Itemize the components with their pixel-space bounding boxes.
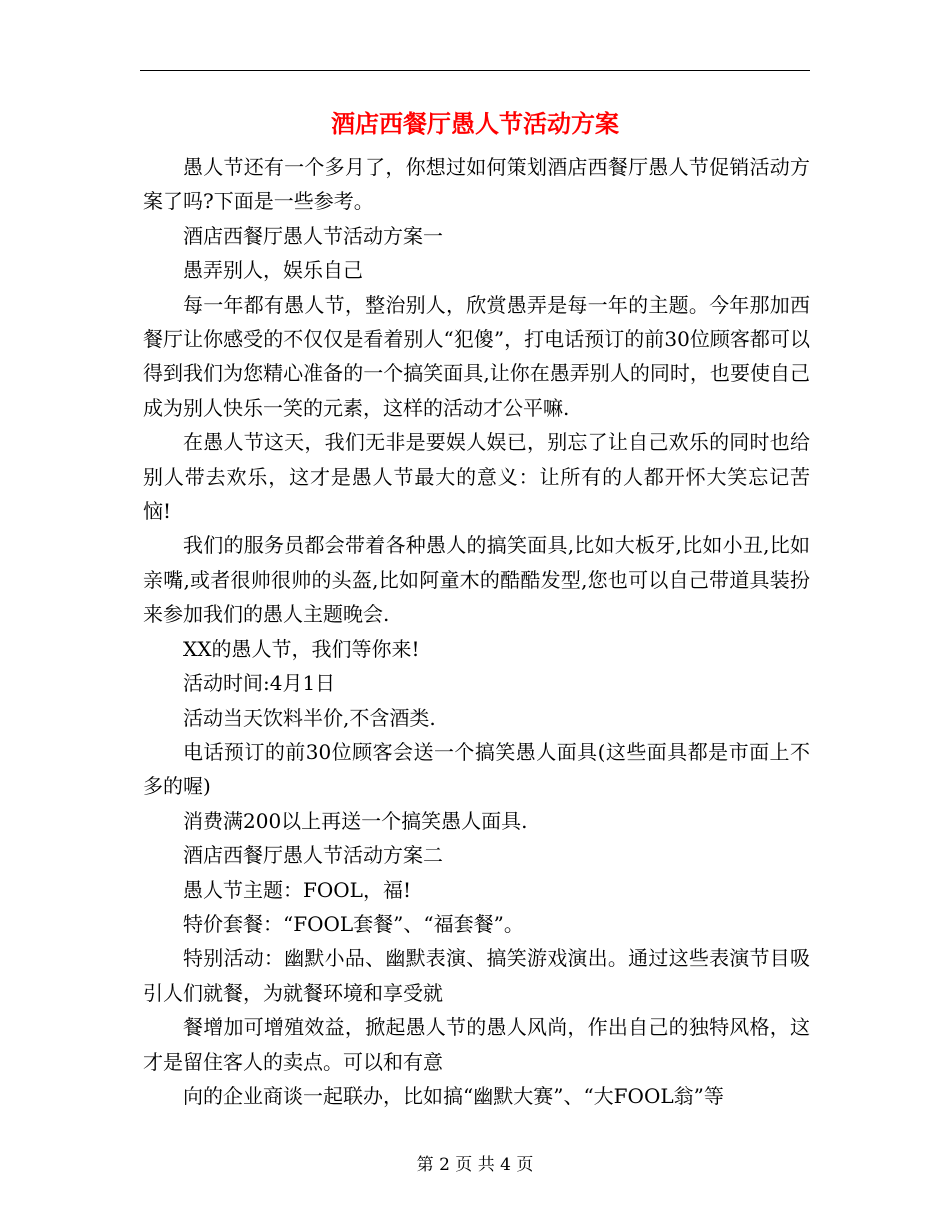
paragraph: 活动当天饮料半价,不含酒类. — [183, 705, 436, 730]
paragraph: 愚弄别人，娱乐自己 — [183, 258, 363, 283]
section-heading: 酒店西餐厅愚人节活动方案二 — [183, 843, 443, 868]
paragraph: 我们的服务员都会带着各种愚人的搞笑面具,比如大板牙,比如小丑,比如亲嘴,或者很帅很帅的头盔,比如阿童木的酷酷发型,您也可以自己带道具装扮来参加我们的愚人主题晚会. — [143, 533, 810, 627]
paragraph: 特价套餐：“FOOL套餐”、“福套餐”。 — [183, 911, 524, 936]
header-rule — [140, 70, 810, 71]
paragraph: 每一年都有愚人节，整治别人，欣赏愚弄是每一年的主题。今年那加西餐厅让你感受的不仅仅是看着别人“犯傻”，打电话预订的前30位顾客都可以得到我们为您精心准备的一个搞笑面具,让你在愚弄别人的同时，也要使自己成为别人快乐一笑的元素，这样的活动才公平嘛. — [143, 292, 810, 420]
section-heading: 酒店西餐厅愚人节活动方案一 — [183, 223, 443, 248]
paragraph: 愚人节还有一个多月了，你想过如何策划酒店西餐厅愚人节促销活动方案了吗?下面是一些参考。 — [143, 155, 810, 214]
paragraph: 愚人节主题：FOOL，福! — [183, 877, 411, 902]
page-footer: 第 2 页 共 4 页 — [416, 1155, 534, 1175]
paragraph: 餐增加可增殖效益，掀起愚人节的愚人风尚，作出自己的独特风格，这才是留住客人的卖点。可以和有意 — [143, 1015, 810, 1074]
paragraph: 特别活动：幽默小品、幽默表演、搞笑游戏演出。通过这些表演节目吸引人们就餐，为就餐环境和享受就 — [143, 946, 810, 1005]
paragraph: 消费满200以上再送一个搞笑愚人面具. — [183, 808, 528, 833]
paragraph: 电话预订的前30位顾客会送一个搞笑愚人面具(这些面具都是市面上不多的喔) — [143, 739, 810, 799]
document-title: 酒店西餐厅愚人节活动方案 — [331, 109, 619, 138]
paragraph: XX的愚人节，我们等你来! — [183, 636, 420, 661]
paragraph: 在愚人节这天，我们无非是要娱人娱已，别忘了让自己欢乐的同时也给别人带去欢乐，这才是愚人节最大的意义：让所有的人都开怀大笑忘记苦恼! — [143, 430, 810, 524]
paragraph: 向的企业商谈一起联办，比如搞“幽默大赛”、“大FOOL翁”等 — [183, 1083, 724, 1108]
document-body — [143, 150, 810, 1113]
paragraph: 活动时间:4月1日 — [183, 671, 336, 696]
